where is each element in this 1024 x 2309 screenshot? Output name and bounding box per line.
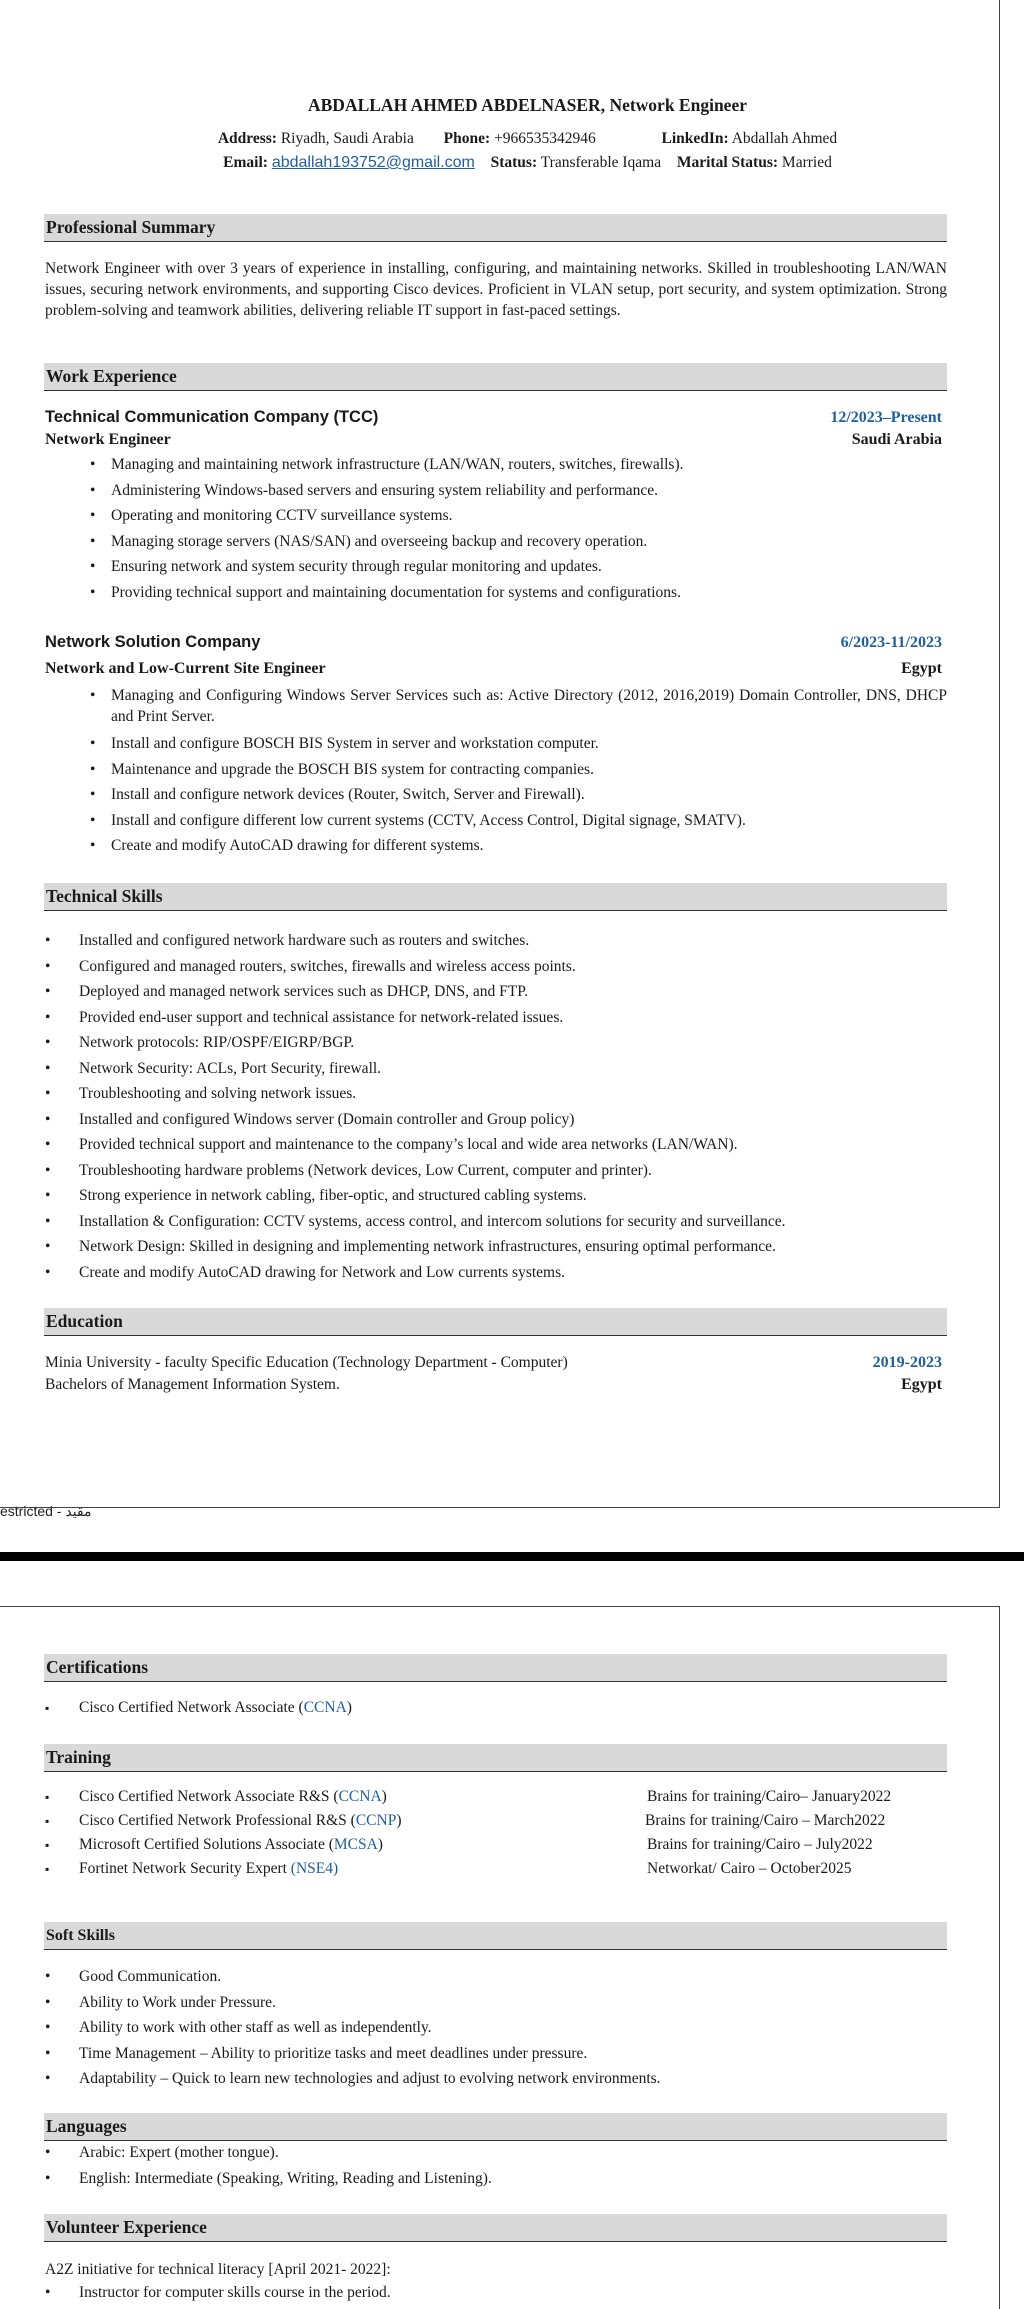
job-1-header [45, 408, 942, 427]
list-item [45, 1005, 947, 1031]
resume-name-title: ABDALLAH AHMED ABDELNASER, Network Engineer [308, 95, 747, 115]
education-location: Egypt [901, 1376, 942, 1393]
skill-text: Provided end-user support and technical assistance for network-related issues. [79, 1008, 564, 1026]
volunteer-org: A2Z initiative for technical literacy [April 2021- 2022]: [45, 2261, 391, 2278]
list-item [90, 808, 947, 834]
training-place: Brains for training/Cairo – July2022 [647, 1836, 873, 1853]
certification-item [45, 1699, 947, 1723]
job-2-dates: 6/2023-11/2023 [840, 634, 942, 651]
training-item [45, 1860, 947, 1884]
bullet-icon: • [45, 2044, 51, 2062]
section-languages: Languages [44, 2113, 947, 2141]
skill-text: Create and modify AutoCAD drawing for Network and Low currents systems. [79, 1263, 565, 1281]
status-value: Transferable Iqama [540, 154, 662, 171]
section-technical-skills: Technical Skills [44, 883, 947, 911]
training-item [45, 1812, 947, 1836]
list-item [45, 2166, 947, 2192]
bullet-icon: • [90, 456, 96, 473]
linkedin-value[interactable]: Abdallah Ahmed [731, 130, 838, 147]
bullet-icon: • [45, 1059, 51, 1077]
job-1-duty: Administering Windows-based servers and ensuring system reliability and performance. [111, 481, 659, 499]
list-item [45, 1183, 947, 1209]
marital-label: Marital Status: [676, 154, 779, 171]
list-item [90, 685, 947, 731]
skill-text: Network Design: Skilled in designing and implementing network infrastructures, ensuring optimal performance. [79, 1238, 776, 1255]
bullet-icon: • [90, 760, 96, 778]
list-item [45, 1260, 947, 1286]
list-item [45, 1209, 947, 1235]
classification-footer: estricted - مقيد [0, 1503, 92, 1519]
education-dates: 2019-2023 [872, 1354, 942, 1371]
contact-line-2 [0, 154, 1000, 172]
job-1-duty: Ensuring network and system security through regular monitoring and updates. [111, 558, 602, 575]
technical-skills-list [45, 928, 947, 1285]
language-text: English: Intermediate (Speaking, Writing, Reading and Listening). [79, 2169, 492, 2187]
job-1-company: Technical Communication Company (TCC) [45, 408, 379, 426]
training-name: Microsoft Certified Solutions Associate (MCSA) [79, 1836, 383, 1853]
education-degree: Bachelors of Management Information System. [45, 1376, 340, 1393]
list-item [90, 452, 947, 478]
job-1-dates: 12/2023–Present [830, 409, 942, 426]
training-name: Cisco Certified Network Professional R&S (CCNP) [79, 1812, 402, 1829]
list-item [90, 529, 947, 555]
list-item [45, 1964, 947, 1990]
education-school: Minia University - faculty Specific Education (Technology Department - Computer) [45, 1354, 568, 1371]
list-item [45, 928, 947, 954]
job-2-subheader [45, 660, 942, 678]
linkedin-label: LinkedIn: [661, 130, 729, 147]
address-label: Address: [217, 130, 277, 147]
bullet-icon: • [45, 1263, 51, 1281]
square-bullet-icon: ▪ [45, 1862, 50, 1876]
bullet-icon: • [45, 957, 51, 975]
bullet-icon: • [45, 1034, 51, 1051]
languages-list [45, 2140, 947, 2191]
job-2-header [45, 633, 942, 652]
list-item [90, 833, 947, 859]
section-soft-skills: Soft Skills [44, 1922, 947, 1950]
list-item [45, 1030, 947, 1056]
square-bullet-icon: ▪ [45, 1814, 50, 1828]
list-item [45, 1056, 947, 1082]
training-place: Networkat/ Cairo – October2025 [647, 1860, 852, 1877]
list-item [45, 2140, 947, 2166]
list-item [45, 979, 947, 1005]
list-item [45, 1234, 947, 1260]
bullet-icon: • [45, 1993, 51, 2011]
training-item [45, 1788, 947, 1812]
certification-name: Cisco Certified Network Associate (CCNA) [79, 1699, 352, 1716]
bullet-icon: • [45, 2144, 51, 2161]
section-training: Training [44, 1744, 947, 1772]
skill-text: Configured and managed routers, switches, firewalls and wireless access points. [79, 957, 576, 975]
soft-skill-text: Good Communication. [79, 1968, 222, 1985]
bullet-icon: • [45, 2169, 51, 2187]
bullet-icon: • [45, 2284, 51, 2301]
training-name: Fortinet Network Security Expert (NSE4) [79, 1860, 339, 1877]
volunteer-list [45, 2280, 947, 2306]
skill-text: Installed and configured Windows server (Domain controller and Group policy) [79, 1110, 575, 1128]
language-text: Arabic: Expert (mother tongue). [79, 2144, 279, 2161]
contact-line-1 [0, 130, 1000, 148]
bullet-icon: • [90, 811, 96, 829]
bullet-icon: • [90, 735, 96, 752]
soft-skill-text: Ability to Work under Pressure. [79, 1993, 276, 2011]
job-2-company: Network Solution Company [45, 633, 261, 651]
list-item [45, 1990, 947, 2016]
job-1-duty: Managing and maintaining network infrastructure (LAN/WAN, routers, switches, firewalls). [111, 456, 684, 473]
marital-value: Married [781, 154, 832, 171]
job-2-duty: Install and configure different low current systems (CCTV, Access Control, Digital signage, SMATV). [111, 811, 746, 829]
list-item [45, 2280, 947, 2306]
list-item [45, 2015, 947, 2041]
training-place: Brains for training/Cairo– January2022 [647, 1788, 892, 1805]
skill-text: Provided technical support and maintenance to the company’s local and wide area networks (LAN/WAN). [79, 1136, 738, 1153]
training-place: Brains for training/Cairo – March2022 [645, 1812, 886, 1829]
training-name: Cisco Certified Network Associate R&S (CCNA) [79, 1788, 387, 1805]
bullet-icon: • [45, 983, 51, 1000]
list-item [90, 782, 947, 808]
list-item [45, 2066, 947, 2092]
bullet-icon: • [90, 481, 96, 499]
skill-text: Deployed and managed network services such as DHCP, DNS, and FTP. [79, 983, 529, 1000]
soft-skill-text: Time Management – Ability to prioritize tasks and meet deadlines under pressure. [79, 2044, 588, 2062]
job-2-duty: Managing and Configuring Windows Server Services such as: Active Directory (2012, 2016,2019) Domain Controller, DNS, DHCP and Print Server. [111, 687, 947, 725]
list-item [90, 757, 947, 783]
square-bullet-icon: ▪ [45, 1790, 50, 1804]
list-item [90, 478, 947, 504]
resume-page-2 [0, 1606, 1000, 2309]
bullet-icon: • [90, 837, 96, 854]
square-bullet-icon: ▪ [45, 1701, 50, 1715]
list-item [90, 731, 947, 757]
bullet-icon: • [45, 1238, 51, 1255]
bullet-icon: • [45, 1008, 51, 1026]
volunteer-text: Instructor for computer skills course in the period. [79, 2284, 391, 2301]
bullet-icon: • [45, 1110, 51, 1128]
soft-skill-text: Adaptability – Quick to learn new technologies and adjust to evolving network environments. [79, 2070, 661, 2087]
list-item [45, 1132, 947, 1158]
list-item [45, 1158, 947, 1184]
section-certifications: Certifications [44, 1654, 947, 1682]
status-label: Status: [490, 154, 538, 171]
skill-text: Installed and configured network hardware such as routers and switches. [79, 932, 530, 949]
list-item [90, 554, 947, 580]
job-1-duty: Managing storage servers (NAS/SAN) and overseeing backup and recovery operation. [111, 532, 648, 550]
job-2-duty: Create and modify AutoCAD drawing for different systems. [111, 837, 484, 854]
list-item [45, 1081, 947, 1107]
list-item [90, 580, 947, 606]
section-work-experience: Work Experience [44, 363, 947, 391]
bullet-icon: • [90, 687, 96, 704]
page-divider [0, 1552, 1024, 1561]
section-education: Education [44, 1308, 947, 1336]
job-1-duties [90, 452, 947, 605]
job-2-role: Network and Low-Current Site Engineer [45, 660, 326, 677]
job-2-duties [90, 685, 947, 859]
bullet-icon: • [45, 932, 51, 949]
job-1-subheader [45, 431, 942, 449]
email-label: Email: [223, 154, 268, 171]
bullet-icon: • [45, 1212, 51, 1230]
job-1-role: Network Engineer [45, 431, 171, 448]
list-item [45, 1107, 947, 1133]
education-row-1 [45, 1354, 942, 1372]
job-2-duty: Install and configure network devices (Router, Switch, Server and Firewall). [111, 786, 585, 803]
job-2-duty: Maintenance and upgrade the BOSCH BIS system for contracting companies. [111, 760, 594, 778]
skill-text: Installation & Configuration: CCTV systems, access control, and intercom solutions for security and surveillance. [79, 1212, 786, 1230]
bullet-icon: • [90, 583, 96, 601]
skill-text: Network Security: ACLs, Port Security, firewall. [79, 1059, 382, 1077]
skill-text: Troubleshooting hardware problems (Network devices, Low Current, computer and printer). [79, 1161, 652, 1179]
bullet-icon: • [90, 532, 96, 550]
skill-text: Strong experience in network cabling, fiber-optic, and structured cabling systems. [79, 1187, 587, 1204]
job-1-duty: Providing technical support and maintaining documentation for systems and configurations. [111, 583, 681, 601]
job-2-location: Egypt [901, 660, 942, 677]
section-professional-summary: Professional Summary [44, 214, 947, 242]
training-item [45, 1836, 947, 1860]
bullet-icon: • [45, 1085, 51, 1102]
list-item [45, 954, 947, 980]
bullet-icon: • [90, 786, 96, 803]
job-2-duty: Install and configure BOSCH BIS System in server and workstation computer. [111, 735, 599, 752]
bullet-icon: • [90, 558, 96, 575]
bullet-icon: • [45, 1136, 51, 1153]
section-volunteer-experience: Volunteer Experience [44, 2214, 947, 2242]
bullet-icon: • [45, 1161, 51, 1179]
bullet-icon: • [45, 1187, 51, 1204]
phone-value: +966535342946 [493, 130, 596, 147]
phone-label: Phone: [443, 130, 491, 147]
job-1-location: Saudi Arabia [851, 431, 942, 448]
summary-text: Network Engineer with over 3 years of experience in installing, configuring, and maintaining networks. Skilled in troubleshooting LAN/WAN issues, securing network environments, and supporting Cisco devices. Proficient in VLAN setup, port security, and system optimization. Strong problem-solving and teamwork abilities, delivering reliable IT support in fast-paced settings. [45, 260, 947, 319]
skill-text: Network protocols: RIP/OSPF/EIGRP/BGP. [79, 1034, 355, 1051]
skill-text: Troubleshooting and solving network issues. [79, 1085, 357, 1102]
bullet-icon: • [45, 1968, 51, 1985]
bullet-icon: • [45, 2070, 51, 2087]
soft-skill-text: Ability to work with other staff as well as independently. [79, 2019, 432, 2036]
square-bullet-icon: ▪ [45, 1838, 50, 1852]
soft-skills-list [45, 1964, 947, 2092]
education-row-2 [45, 1376, 942, 1394]
bullet-icon: • [45, 2019, 51, 2036]
email-link[interactable]: abdallah193752@gmail.com [271, 154, 475, 171]
job-1-duty: Operating and monitoring CCTV surveillance systems. [111, 507, 453, 524]
address-value: Riyadh, Saudi Arabia [280, 130, 414, 147]
bullet-icon: • [90, 507, 96, 524]
list-item [45, 2041, 947, 2067]
list-item [90, 503, 947, 529]
